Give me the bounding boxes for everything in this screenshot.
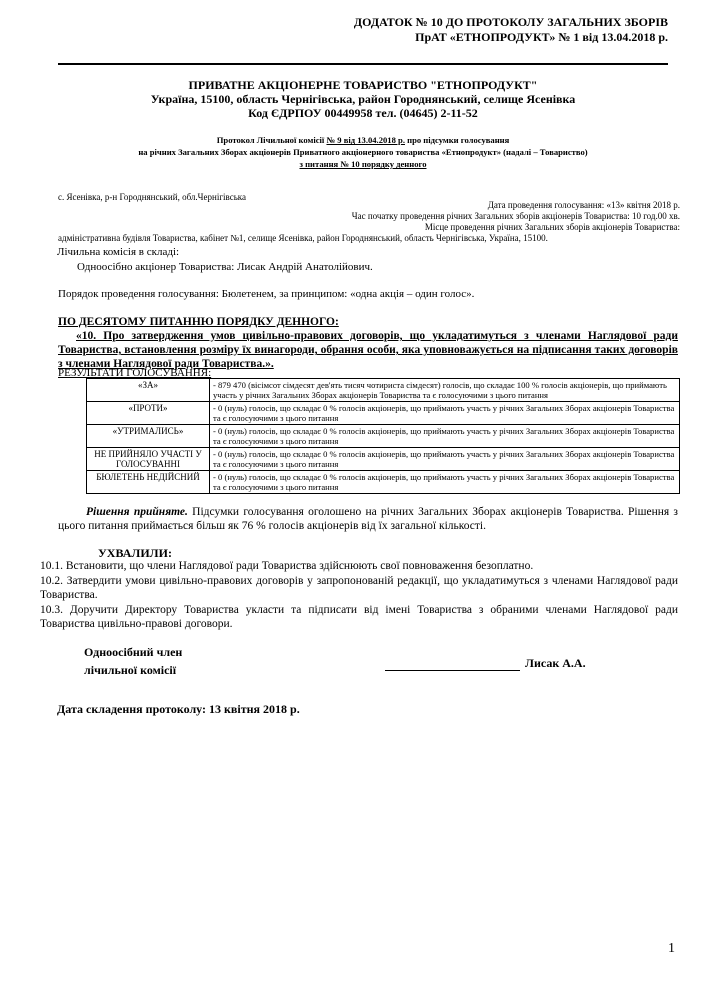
results-value: - 0 (нуль) голосів, що складає 0 % голосів акціонерів, що приймають участь у річних Загальних Зборах акціонерів Товариства та є голосуючими з цього питання (210, 471, 680, 494)
results-value: - 0 (нуль) голосів, що складає 0 % голосів акціонерів, що приймають участь у річних Загальних Зборах акціонерів Товариства та є голосуючими з цього питання (210, 425, 680, 448)
decided-item: 10.3. Доручити Директору Товариства укласти та підписати від імені Товариства з обраними членами Наглядової ради Товариства цивільно-правові договори. (40, 604, 678, 630)
results-label: «ПРОТИ» (87, 402, 210, 425)
decision-text: Підсумки голосування оголошено на річних Загальних Зборах акціонерів Товариства. Рішення з цього питання приймається більш як 76 % голосів акціонерів від їх загальної кількості. (58, 506, 678, 532)
protocol-line-2: на річних Загальних Зборах акціонерів Приватного акціонерного товариства «Етнопродукт» (надалі – Товариство) (138, 147, 588, 157)
annex-line-1: ДОДАТОК № 10 ДО ПРОТОКОЛУ ЗАГАЛЬНИХ ЗБОРІВ (353, 15, 668, 29)
results-row-abstained (87, 425, 680, 448)
meeting-place-label: Місце проведення річних Загальних зборів акціонерів Товариства: (424, 222, 680, 232)
signature-line (385, 670, 520, 671)
page-number: 1 (668, 941, 675, 956)
results-label: «ЗА» (87, 379, 210, 402)
company-block (58, 78, 668, 120)
results-label: НЕ ПРИЙНЯЛО УЧАСТІ У ГОЛОСУВАННІ (87, 448, 210, 471)
company-address: Україна, 15100, область Чернігівська, район Городнянський, селище Ясенівка (150, 92, 576, 106)
decision-paragraph (58, 505, 678, 533)
protocol-title (58, 134, 668, 170)
decided-heading: УХВАЛИЛИ: (98, 546, 172, 560)
results-value: - 879 470 (вісімсот сімдесят дев'ять тисяч чотириста сімдесят) голосів, що складає 100 % голосів акціонерів, що приймають участь у річних Загальних Зборах акціонерів Товариства та є голосуючими з цього питання (210, 379, 680, 402)
results-value: - 0 (нуль) голосів, що складає 0 % голосів акціонерів, що приймають участь у річних Загальних Зборах акціонерів Товариства та є голосуючими з цього питання (210, 402, 680, 425)
results-value: - 0 (нуль) голосів, що складає 0 % голосів акціонерів, що приймають участь у річних Загальних Зборах акціонерів Товариства та є голосуючими з цього питання (210, 448, 680, 471)
company-name: ПРИВАТНЕ АКЦІОНЕРНЕ ТОВАРИСТВО "ЕТНОПРОДУКТ" (188, 78, 538, 92)
compiled-date: Дата складення протоколу: 13 квітня 2018 р. (57, 702, 300, 716)
protocol-prefix: Протокол Лічильної комісії (216, 135, 327, 145)
agenda-heading: ПО ДЕСЯТОМУ ПИТАННЮ ПОРЯДКУ ДЕННОГО: (58, 316, 339, 328)
results-row-against (87, 402, 680, 425)
protocol-line-1 (58, 134, 668, 146)
results-label: БЮЛЕТЕНЬ НЕДІЙСНИЙ (87, 471, 210, 494)
signature-title (84, 643, 182, 679)
signature-title-line-1: Одноосібний член (84, 645, 183, 659)
annex-line-2: ПрАТ «ЕТНОПРОДУКТ» № 1 від 13.04.2018 р. (415, 30, 668, 44)
protocol-suffix: про підсумки голосування (404, 135, 510, 145)
agenda-item: «10. Про затвердження умов цивільно-правових договорів, що укладатимуться з членами Наглядової ради Товариства, встановлення розміру їх винагороди, обрання особи, яка уповноважується на підписання таких договорів з членами Наглядової ради Товариства.». (58, 330, 678, 370)
commission-label: Лічильна комісія в складі: (57, 246, 180, 258)
annex-header (354, 15, 668, 45)
decided-item: 10.2. Затвердити умови цивільно-правових договорів у запропонованій редакції, що укладатимуться з членами Наглядової ради Товариства. (40, 575, 678, 601)
results-row-for (87, 379, 680, 402)
results-row-not-participated (87, 448, 680, 471)
results-row-invalid (87, 471, 680, 494)
meeting-start-time: Час початку проведення річних Загальних зборів акціонерів Товариства: 10 год.00 хв. (351, 211, 680, 221)
voting-procedure: Порядок проведення голосування: Бюлетенем, за принципом: «одна акція – один голос». (58, 288, 475, 300)
results-label: «УТРИМАЛИСЬ» (87, 425, 210, 448)
commission-member: Одноосібно акціонер Товариства: Лисак Андрій Анатолійович. (77, 261, 373, 273)
decision-label: Рішення прийняте. (86, 506, 188, 518)
meeting-place: адміністративна будівля Товариства, кабінет №1, селище Ясенівка, район Городнянський, область Чернігівська, Україна, 15100. (58, 233, 548, 243)
results-table (86, 378, 680, 494)
signature-name: Лисак А.А. (525, 656, 586, 670)
results-heading: РЕЗУЛЬТАТИ ГОЛОСУВАННЯ: (58, 367, 212, 379)
signature-title-line-2: лічильної комісії (84, 663, 177, 677)
header-divider (58, 63, 668, 65)
company-code: Код ЄДРПОУ 00449958 тел. (04645) 2-11-52 (248, 106, 478, 120)
decided-item: 10.1. Встановити, що члени Наглядової ради Товариства здійснюють свої повноваження безоплатно. (40, 560, 534, 572)
location: с. Ясенівка, р-н Городнянський, обл.Чернігівська (58, 192, 247, 202)
protocol-line-3: з питання № 10 порядку денного (299, 159, 427, 169)
protocol-number: № 9 від 13.04.2018 р. (326, 135, 405, 145)
voting-date: Дата проведення голосування: «13» квітня 2018 р. (487, 200, 680, 210)
